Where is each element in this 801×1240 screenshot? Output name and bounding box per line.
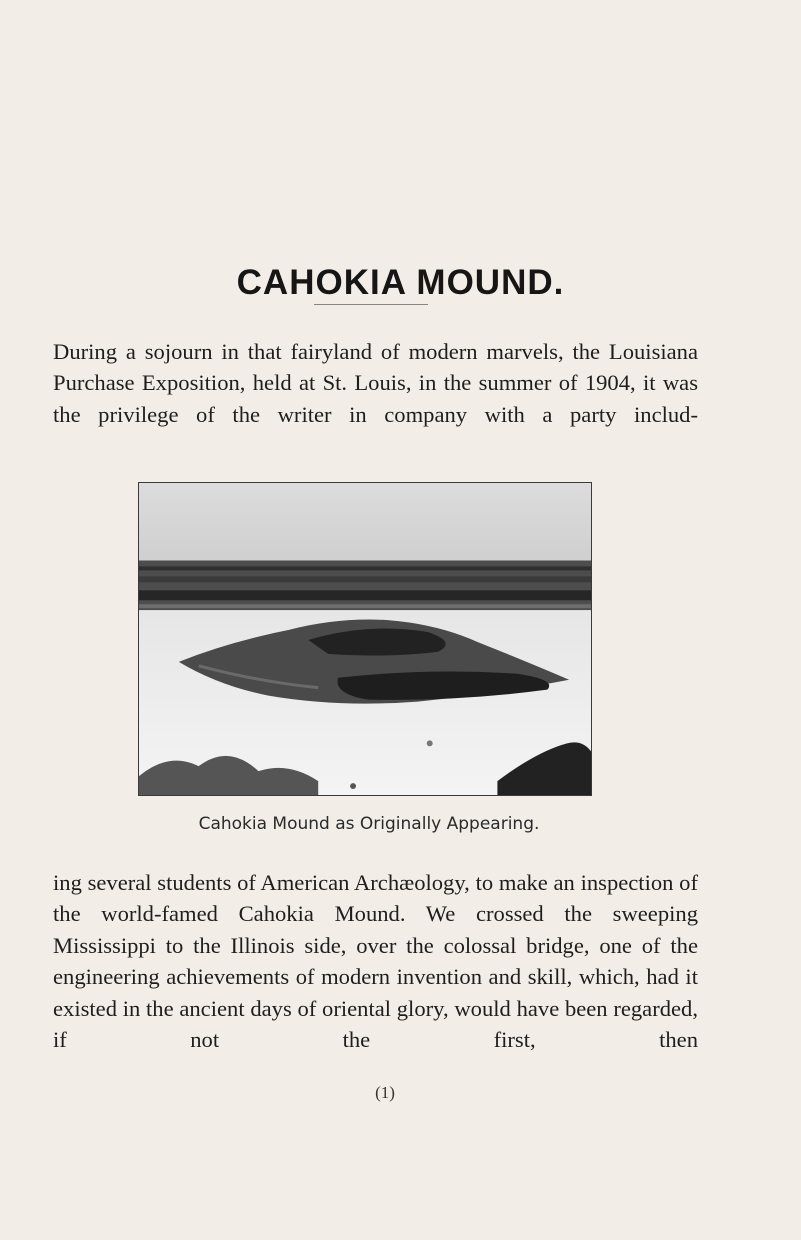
paragraph-intro: During a sojourn in that fairyland of modern marvels, the Louisiana Purchase Exposition, held at St. Louis, in the summer of 1904, it was the privilege of the writer in company with a party includ- xyxy=(53,339,698,427)
mound-illustration xyxy=(139,483,591,795)
title-divider xyxy=(314,304,428,305)
mound-photograph xyxy=(138,482,592,796)
page-number: (1) xyxy=(375,1083,395,1102)
figure-caption: Cahokia Mound as Originally Appearing. xyxy=(198,814,540,834)
sky xyxy=(139,483,591,562)
page-title: CAHOKIA MOUND. xyxy=(236,263,565,303)
paragraph-continuation: ing several students of American Archæology, to make an inspection of the world-famed Cahokia Mound. We crossed the sweeping Mississippi to the Illinois side, over the colossal bridge, one of the engineering achievements of modern invention and skill, which, had it existed in the ancient days of oriental glory, would have been regarded, if not the first, then xyxy=(53,870,698,1053)
